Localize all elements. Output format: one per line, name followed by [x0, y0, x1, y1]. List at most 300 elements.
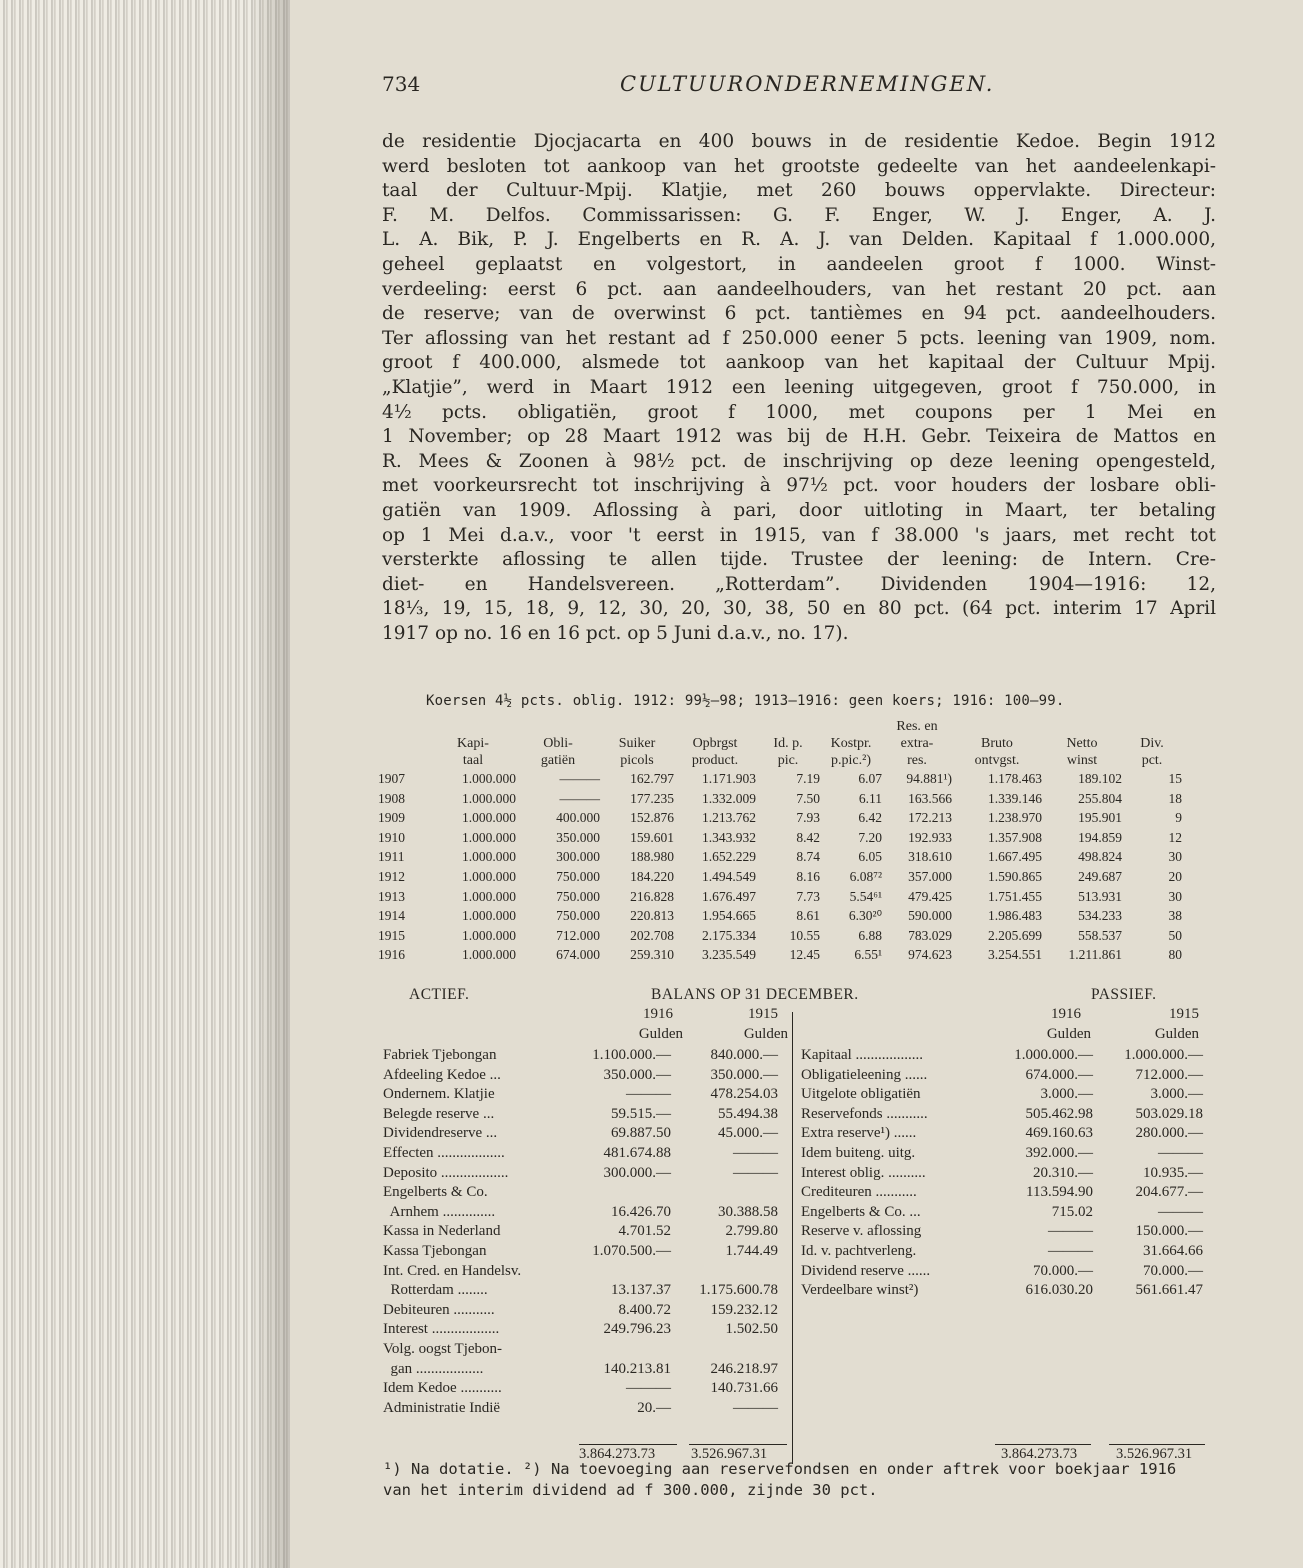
year-cell: 1915	[378, 927, 405, 943]
table-cell: 2.175.334	[702, 927, 756, 943]
column-subheader: p.pic.²)	[831, 753, 871, 768]
column-subheader: pic.	[777, 753, 799, 768]
table-cell: 1.343.932	[702, 829, 756, 845]
table-cell: 1.751.455	[988, 888, 1042, 904]
actief-value-1915: 140.731.66	[710, 1380, 778, 1397]
table-cell: 189.102	[1078, 771, 1122, 786]
year-cell: 1908	[378, 790, 405, 806]
actief-value-1915: 159.232.12	[710, 1301, 778, 1318]
table-cell: 94.881¹)	[906, 771, 952, 786]
table-cell: 498.824	[1078, 849, 1122, 865]
passief-value-1916: 469.160.63	[1025, 1125, 1093, 1142]
table-cell: 8.61	[796, 908, 820, 924]
passief-label: Id. v. pachtverleng.	[801, 1243, 917, 1259]
passief-label: Interest oblig. ..........	[801, 1164, 926, 1181]
body-line: taal der Cultuur-Mpij. Klatjie, met 260 bouws oppervlakte. Directeur:	[382, 180, 1216, 202]
table-cell: 674.000	[556, 947, 600, 963]
table-row	[378, 926, 1182, 946]
column-subheader: pct.	[1141, 753, 1163, 768]
passief-row	[801, 1046, 1211, 1066]
actief-value-1916: 1.100.000.—	[592, 1047, 671, 1063]
actief-value-1916: ———	[626, 1086, 671, 1103]
table-cell: 1.000.000	[462, 947, 516, 963]
table-cell: 750.000	[556, 868, 600, 884]
table-cell: 20	[1168, 868, 1182, 884]
year-cell: 1909	[378, 810, 405, 826]
table-cell: 5.54⁶¹	[849, 888, 882, 904]
table-cell: 50	[1168, 927, 1182, 943]
table-cell: 1.000.000	[462, 888, 516, 904]
year-cell: 1916	[378, 947, 405, 963]
table-cell: 357.000	[908, 868, 952, 884]
body-line: Ter aflossing van het restant ad f 250.000 eener 5 pcts. leening van 1909, nom.	[382, 327, 1216, 349]
table-cell: 1.000.000	[462, 829, 516, 845]
column-subheader: winst	[1066, 753, 1098, 768]
table-cell: 194.859	[1078, 829, 1122, 845]
actief-row	[383, 1085, 783, 1105]
passief-row	[801, 1281, 1211, 1301]
table-cell: 1.000.000	[462, 927, 516, 943]
actief-value-1915: 350.000.—	[710, 1066, 778, 1083]
table-cell: 6.11	[858, 790, 882, 806]
passief-value-1915: 503.029.18	[1135, 1105, 1203, 1122]
passief-row	[801, 1262, 1211, 1282]
actief-value-1915: 45.000.—	[718, 1125, 778, 1142]
table-cell: 479.425	[908, 888, 952, 904]
balance-sheet	[383, 986, 1223, 1466]
body-line: „Klatjie”, werd in Maart 1912 een leening uitgegeven, groot f 750.000, in	[382, 376, 1216, 398]
passief-row	[801, 1222, 1211, 1242]
actief-row	[383, 1320, 783, 1340]
table-cell: 255.804	[1078, 790, 1122, 806]
actief-value-1916: 59.515.—	[611, 1105, 671, 1122]
column-header: Bruto	[981, 736, 1013, 751]
unit-1916-passief: Gulden	[1046, 1026, 1091, 1042]
passief-label: Reserve v. aflossing	[801, 1223, 922, 1240]
passief-value-1915: 150.000.—	[1135, 1223, 1203, 1240]
actief-label: Belegde reserve ...	[383, 1105, 495, 1122]
body-line: werd besloten tot aankoop van het grootste gedeelte van het aandeelenkapi-	[382, 155, 1216, 177]
passief-label: Crediteuren ...........	[801, 1184, 917, 1201]
passief-label: Extra reserve¹) ......	[801, 1125, 917, 1142]
table-cell: 1.676.497	[702, 888, 756, 904]
column-subheader: ontvgst.	[974, 753, 1020, 768]
passief-value-1915: 1.000.000.—	[1124, 1047, 1203, 1063]
actief-value-1915: ———	[733, 1145, 778, 1161]
table-cell: 6.88	[858, 927, 882, 943]
passief-label: Reservefonds ...........	[801, 1105, 928, 1122]
passief-value-1916: 674.000.—	[1025, 1066, 1093, 1083]
table-cell: 8.16	[796, 868, 820, 884]
passief-value-1915: ———	[1158, 1145, 1203, 1161]
table-cell: 1.211.861	[1068, 947, 1122, 963]
balance-divider	[792, 1012, 793, 1464]
body-line: verdeeling: eerst 6 pct. aan aandeelhouders, van het restant 20 pct. aan	[382, 278, 1216, 300]
table-cell: 12	[1168, 829, 1182, 845]
table-cell: 6.07	[858, 771, 882, 786]
table-cell: 1.238.970	[988, 810, 1042, 826]
actief-label: Idem Kedoe ...........	[383, 1380, 502, 1397]
table-cell: 3.235.549	[702, 947, 756, 963]
table-cell: 1.494.549	[702, 868, 756, 884]
actief-label: Deposito ..................	[383, 1164, 509, 1181]
body-line: de residentie Djocjacarta en 400 bouws in de residentie Kedoe. Begin 1912	[382, 131, 1216, 152]
body-line: R. Mees & Zoonen à 98½ pct. de inschrijving op deze leening opengesteld,	[382, 450, 1216, 472]
passief-row	[801, 1144, 1211, 1164]
production-table	[378, 718, 1182, 965]
actief-value-1915: 478.254.03	[710, 1086, 778, 1103]
table-cell: 6.08⁷²	[849, 868, 882, 884]
actief-value-1915: 246.218.97	[710, 1360, 778, 1377]
passief-row	[801, 1242, 1211, 1262]
table-cell: 12.45	[789, 947, 820, 963]
column-subheader: gatiën	[540, 753, 576, 768]
passief-value-1916: 505.462.98	[1025, 1105, 1093, 1122]
actief-value-1916: 481.674.88	[603, 1145, 671, 1161]
total-actief-1915: 3.526.967.31	[691, 1446, 768, 1462]
actief-value-1916: 1.070.500.—	[592, 1243, 671, 1259]
table-cell: ———	[559, 771, 600, 786]
column-header: Div.	[1140, 736, 1164, 751]
footnotes: ¹) Na dotatie. ²) Na toevoeging aan reservefondsen en onder aftrek voor boekjaar 1916 van het interim dividend ad f 300.000, zijnde 30 pct.	[383, 1460, 1177, 1499]
passief-value-1915: 3.000.—	[1150, 1086, 1203, 1103]
column-subheader: product.	[691, 753, 739, 768]
table-row	[378, 945, 1182, 965]
passief-row	[801, 1183, 1211, 1203]
passief-row	[801, 1066, 1211, 1086]
table-row	[378, 789, 1182, 809]
table-cell: 30	[1168, 888, 1182, 904]
passief-value-1915: 561.661.47	[1135, 1282, 1203, 1299]
passief-row	[801, 1203, 1211, 1223]
body-line: geheel geplaatst en volgestort, in aandeelen groot f 1000. Winst-	[382, 253, 1216, 275]
passief-value-1915: 712.000.—	[1135, 1066, 1203, 1083]
actief-row	[383, 1183, 783, 1203]
unit-1915-actief: Gulden	[743, 1026, 788, 1042]
table-row	[378, 808, 1182, 828]
actief-label: Rotterdam ........	[383, 1282, 488, 1299]
table-cell: 216.828	[630, 888, 674, 904]
table-cell: 184.220	[630, 868, 674, 884]
table-cell: 1.667.495	[988, 849, 1042, 865]
body-text	[382, 130, 1216, 646]
year-cell: 1913	[378, 888, 405, 904]
table-cell: 7.73	[796, 888, 820, 904]
year-1916-actief: 1916	[643, 1006, 673, 1022]
table-cell: 7.19	[796, 771, 820, 786]
table-cell: 249.687	[1078, 868, 1122, 884]
year-1915-passief: 1915	[1169, 1006, 1199, 1022]
actief-label: Volg. oogst Tjebon-	[383, 1341, 503, 1357]
table-cell: 6.55¹	[854, 947, 882, 963]
body-line-bold: 4½ pcts. obligatiën, groot f 1000, met coupons per 1 Mei en	[382, 401, 1216, 423]
actief-value-1915: 1.175.600.78	[699, 1282, 778, 1299]
passief-label: Kapitaal ..................	[801, 1047, 924, 1063]
table-cell: 202.708	[630, 927, 674, 943]
total-actief-1916: 3.864.273.73	[579, 1446, 656, 1462]
body-line: 1917 op no. 16 en 16 pct. op 5 Juni d.a.v., no. 17).	[382, 622, 849, 644]
table-cell: 1.000.000	[462, 810, 516, 826]
actief-label: gan ..................	[383, 1360, 484, 1377]
actief-label: Ondernem. Klatjie	[383, 1086, 495, 1103]
actief-value-1916: 249.796.23	[603, 1321, 671, 1338]
actief-row	[383, 1301, 783, 1321]
actief-label: Engelberts & Co.	[383, 1184, 488, 1201]
actief-value-1915: 1.502.50	[725, 1321, 778, 1338]
column-header	[378, 735, 430, 752]
actief-value-1915: 840.000.—	[710, 1047, 778, 1063]
table-cell: 18	[1168, 790, 1182, 806]
actief-label: Fabriek Tjebongan	[383, 1047, 497, 1063]
actief-label: Effecten ..................	[383, 1145, 505, 1161]
column-subheader: res.	[907, 753, 927, 768]
passief-value-1915: 10.935.—	[1143, 1164, 1203, 1181]
total-rule	[1109, 1444, 1205, 1445]
table-cell: 750.000	[556, 908, 600, 924]
actief-row	[383, 1379, 783, 1399]
passief-value-1916: ———	[1048, 1243, 1093, 1259]
page-number: 734	[382, 72, 421, 96]
actief-label: Afdeeling Kedoe ...	[383, 1066, 501, 1083]
actief-value-1916: 350.000.—	[603, 1066, 671, 1083]
total-passief-1916: 3.864.273.73	[1001, 1446, 1078, 1462]
table-row	[378, 906, 1182, 926]
actief-label: Interest ..................	[383, 1321, 500, 1338]
table-cell: 1.000.000	[462, 771, 516, 786]
actief-row	[383, 1222, 783, 1242]
body-line: met voorkeursrecht tot inschrijving à 97½ pct. voor houders der losbare obli-	[382, 475, 1216, 497]
passief-value-1915: 31.664.66	[1143, 1243, 1203, 1259]
actief-label: Debiteuren ...........	[383, 1301, 495, 1318]
table-cell: 783.029	[908, 927, 952, 943]
passief-label: Idem buiteng. uitg.	[801, 1145, 916, 1161]
body-line: groot f 400.000, alsmede tot aankoop van het kapitaal der Cultuur Mpij.	[382, 352, 1216, 374]
year-cell: 1911	[378, 849, 405, 865]
column-header: Opbrgst	[692, 736, 738, 751]
actief-value-1915: ———	[733, 1399, 778, 1416]
body-line: op 1 Mei d.a.v., voor 't eerst in 1915, van f 38.000 's jaars, met recht tot	[382, 524, 1216, 546]
actief-value-1916: 69.887.50	[611, 1125, 671, 1142]
table-cell: 6.05	[858, 849, 882, 865]
actief-label: Arnhem ..............	[383, 1203, 496, 1220]
table-cell: 1.000.000	[462, 908, 516, 924]
actief-row	[383, 1360, 783, 1380]
table-cell: 3.254.551	[988, 947, 1042, 963]
actief-row	[383, 1242, 783, 1262]
balance-title: BALANS OP 31 DECEMBER.	[651, 986, 859, 1003]
table-cell: 1.000.000	[462, 790, 516, 806]
passief-value-1916: 715.02	[1051, 1203, 1093, 1220]
table-cell: 9	[1175, 810, 1182, 826]
actief-label: Kassa in Nederland	[383, 1223, 501, 1240]
table-cell: 192.933	[908, 829, 952, 845]
table-cell: 712.000	[556, 927, 600, 943]
actief-row	[383, 1340, 783, 1360]
table-cell: 558.537	[1078, 927, 1122, 943]
header-top: Res. en	[896, 719, 938, 734]
table-row	[378, 867, 1182, 887]
table-cell: ———	[559, 790, 600, 806]
passief-label: Engelberts & Co. ...	[801, 1203, 921, 1220]
table-cell: 300.000	[556, 849, 600, 865]
table-cell: 195.901	[1078, 810, 1122, 826]
table-cell: 220.813	[630, 908, 674, 924]
actief-value-1915: 2.799.80	[725, 1223, 778, 1240]
actief-label: Administratie Indië	[383, 1399, 501, 1416]
passief-label: Dividend reserve ......	[801, 1262, 931, 1279]
table-cell: 590.000	[908, 908, 952, 924]
total-rule	[689, 1444, 787, 1445]
table-row	[378, 887, 1182, 907]
actief-label: ACTIEF.	[409, 986, 470, 1003]
table-cell: 7.20	[858, 829, 882, 845]
actief-label: Kassa Tjebongan	[383, 1243, 487, 1259]
actief-value-1915: ———	[733, 1164, 778, 1181]
passief-value-1915: 70.000.—	[1143, 1262, 1203, 1279]
passief-value-1916: 3.000.—	[1040, 1086, 1093, 1103]
actief-value-1916: 16.426.70	[611, 1203, 671, 1220]
body-line: versterkte aflossing te allen tijde. Trustee der leening: de Intern. Cre-	[382, 549, 1216, 571]
year-1916-passief: 1916	[1051, 1006, 1081, 1022]
table-cell: 1.178.463	[988, 771, 1042, 786]
table-cell: 159.601	[630, 829, 674, 845]
body-line: L. A. Bik, P. J. Engelberts en R. A. J. van Delden. Kapitaal f 1.000.000,	[382, 229, 1216, 251]
column-header: Netto	[1066, 736, 1098, 751]
table-cell: 1.000.000	[462, 868, 516, 884]
total-passief-1915: 3.526.967.31	[1116, 1446, 1193, 1462]
passief-value-1916: 392.000.—	[1025, 1145, 1093, 1161]
body-line: diet- en Handelsvereen. „Rotterdam”. Dividenden 1904—1916: 12,	[382, 573, 1216, 595]
table-cell: 318.610	[908, 849, 952, 865]
actief-label: Int. Cred. en Handelsv.	[383, 1262, 522, 1279]
passief-label: PASSIEF.	[1091, 986, 1157, 1003]
table-cell: 1.652.229	[702, 849, 756, 865]
column-header: Obli-	[543, 736, 573, 751]
year-cell: 1912	[378, 868, 405, 884]
table-cell: 6.30²⁰	[848, 908, 882, 924]
passief-label: Verdeelbare winst²)	[801, 1282, 919, 1299]
passief-value-1915: 280.000.—	[1135, 1125, 1203, 1142]
passief-row	[801, 1124, 1211, 1144]
actief-row	[383, 1144, 783, 1164]
table-cell: 7.50	[796, 790, 820, 806]
actief-row	[383, 1164, 783, 1184]
table-cell: 8.74	[796, 849, 820, 865]
column-header: extra-	[900, 736, 934, 751]
page-edges	[0, 0, 290, 1568]
table-cell: 10.55	[789, 927, 820, 943]
actief-value-1916: 300.000.—	[603, 1164, 671, 1181]
table-cell: 15	[1168, 771, 1182, 786]
table-cell: 172.213	[908, 810, 952, 826]
passief-row	[801, 1164, 1211, 1184]
actief-row	[383, 1262, 783, 1282]
passief-label: Uitgelote obligatiën	[801, 1086, 921, 1103]
actief-value-1916: 140.213.81	[603, 1360, 671, 1377]
passief-row	[801, 1105, 1211, 1125]
table-cell: 38	[1168, 908, 1182, 924]
table-cell: 259.310	[630, 947, 674, 963]
table-row	[378, 769, 1182, 789]
column-header: Suiker	[618, 736, 656, 751]
actief-row	[383, 1066, 783, 1086]
table-row	[378, 847, 1182, 867]
actief-value-1916: ———	[626, 1380, 671, 1397]
year-cell: 1910	[378, 829, 405, 845]
actief-value-1915: 30.388.58	[718, 1203, 778, 1220]
table-cell: 350.000	[556, 829, 600, 845]
total-rule	[579, 1444, 677, 1445]
table-cell: 188.980	[630, 849, 674, 865]
actief-value-1915: 55.494.38	[718, 1105, 778, 1122]
passief-value-1915: ———	[1158, 1203, 1203, 1220]
table-cell: 6.42	[858, 810, 882, 826]
table-cell: 1.332.009	[702, 790, 756, 806]
actief-value-1915: 1.744.49	[725, 1243, 778, 1259]
table-row	[378, 828, 1182, 848]
actief-row	[383, 1399, 783, 1419]
unit-1916-actief: Gulden	[638, 1026, 683, 1042]
passief-value-1916: 113.594.90	[1026, 1184, 1093, 1201]
passief-label: Obligatieleening ......	[801, 1066, 928, 1083]
body-line: 1 November; op 28 Maart 1912 was bij de H.H. Gebr. Teixeira de Mattos en	[382, 426, 1216, 448]
passief-value-1916: 616.030.20	[1025, 1282, 1093, 1299]
year-cell: 1914	[378, 908, 405, 924]
year-1915-actief: 1915	[748, 1006, 778, 1022]
total-rule	[995, 1444, 1091, 1445]
table-cell: 162.797	[630, 771, 674, 786]
body-line: gatiën van 1909. Aflossing à pari, door uitloting in Maart, ter betaling	[382, 499, 1216, 521]
body-line: 18⅓, 19, 15, 18, 9, 12, 30, 20, 30, 38, 50 en 80 pct. (64 pct. interim 17 April	[382, 598, 1216, 620]
actief-label: Dividendreserve ...	[383, 1125, 498, 1142]
column-header: Kapi-	[457, 736, 489, 751]
actief-value-1916: 8.400.72	[618, 1301, 671, 1318]
passief-value-1915: 204.677.—	[1135, 1184, 1203, 1201]
passief-value-1916: 20.310.—	[1033, 1164, 1093, 1181]
table-cell: 513.931	[1078, 888, 1122, 904]
actief-value-1916: 4.701.52	[618, 1223, 671, 1240]
table-cell: 177.235	[630, 790, 674, 806]
column-subheader	[378, 752, 430, 769]
table-cell: 7.93	[796, 810, 820, 826]
running-head: CULTUURONDERNEMINGEN.	[620, 72, 995, 96]
table-cell: 534.233	[1078, 908, 1122, 924]
table-cell: 80	[1168, 947, 1182, 963]
column-subheader: picols	[620, 753, 654, 768]
actief-row	[383, 1046, 783, 1066]
table-cell: 1.213.762	[702, 810, 756, 826]
column-header: Kostpr.	[830, 736, 872, 751]
table-cell: 1.357.908	[988, 829, 1042, 845]
year-cell: 1907	[378, 771, 405, 786]
body-line: de reserve; van de overwinst 6 pct. tantièmes en 94 pct. aandeelhouders.	[382, 303, 1216, 325]
table-cell: 1.000.000	[462, 849, 516, 865]
actief-row	[383, 1203, 783, 1223]
passief-value-1916: 1.000.000.—	[1014, 1047, 1093, 1063]
unit-1915-passief: Gulden	[1154, 1026, 1199, 1042]
actief-row	[383, 1124, 783, 1144]
table-cell: 1.986.483	[988, 908, 1042, 924]
actief-value-1916: 20.—	[637, 1399, 671, 1416]
table-cell: 1.954.665	[702, 908, 756, 924]
actief-row	[383, 1281, 783, 1301]
table-cell: 1.339.146	[988, 790, 1042, 806]
column-subheader: taal	[462, 753, 484, 768]
passief-value-1916: ———	[1048, 1223, 1093, 1240]
table-cell: 163.566	[908, 790, 952, 806]
table-cell: 30	[1168, 849, 1182, 865]
koersen-line: Koersen 4½ pcts. oblig. 1912: 99½—98; 1913—1916: geen koers; 1916: 100—99.	[426, 693, 1065, 709]
